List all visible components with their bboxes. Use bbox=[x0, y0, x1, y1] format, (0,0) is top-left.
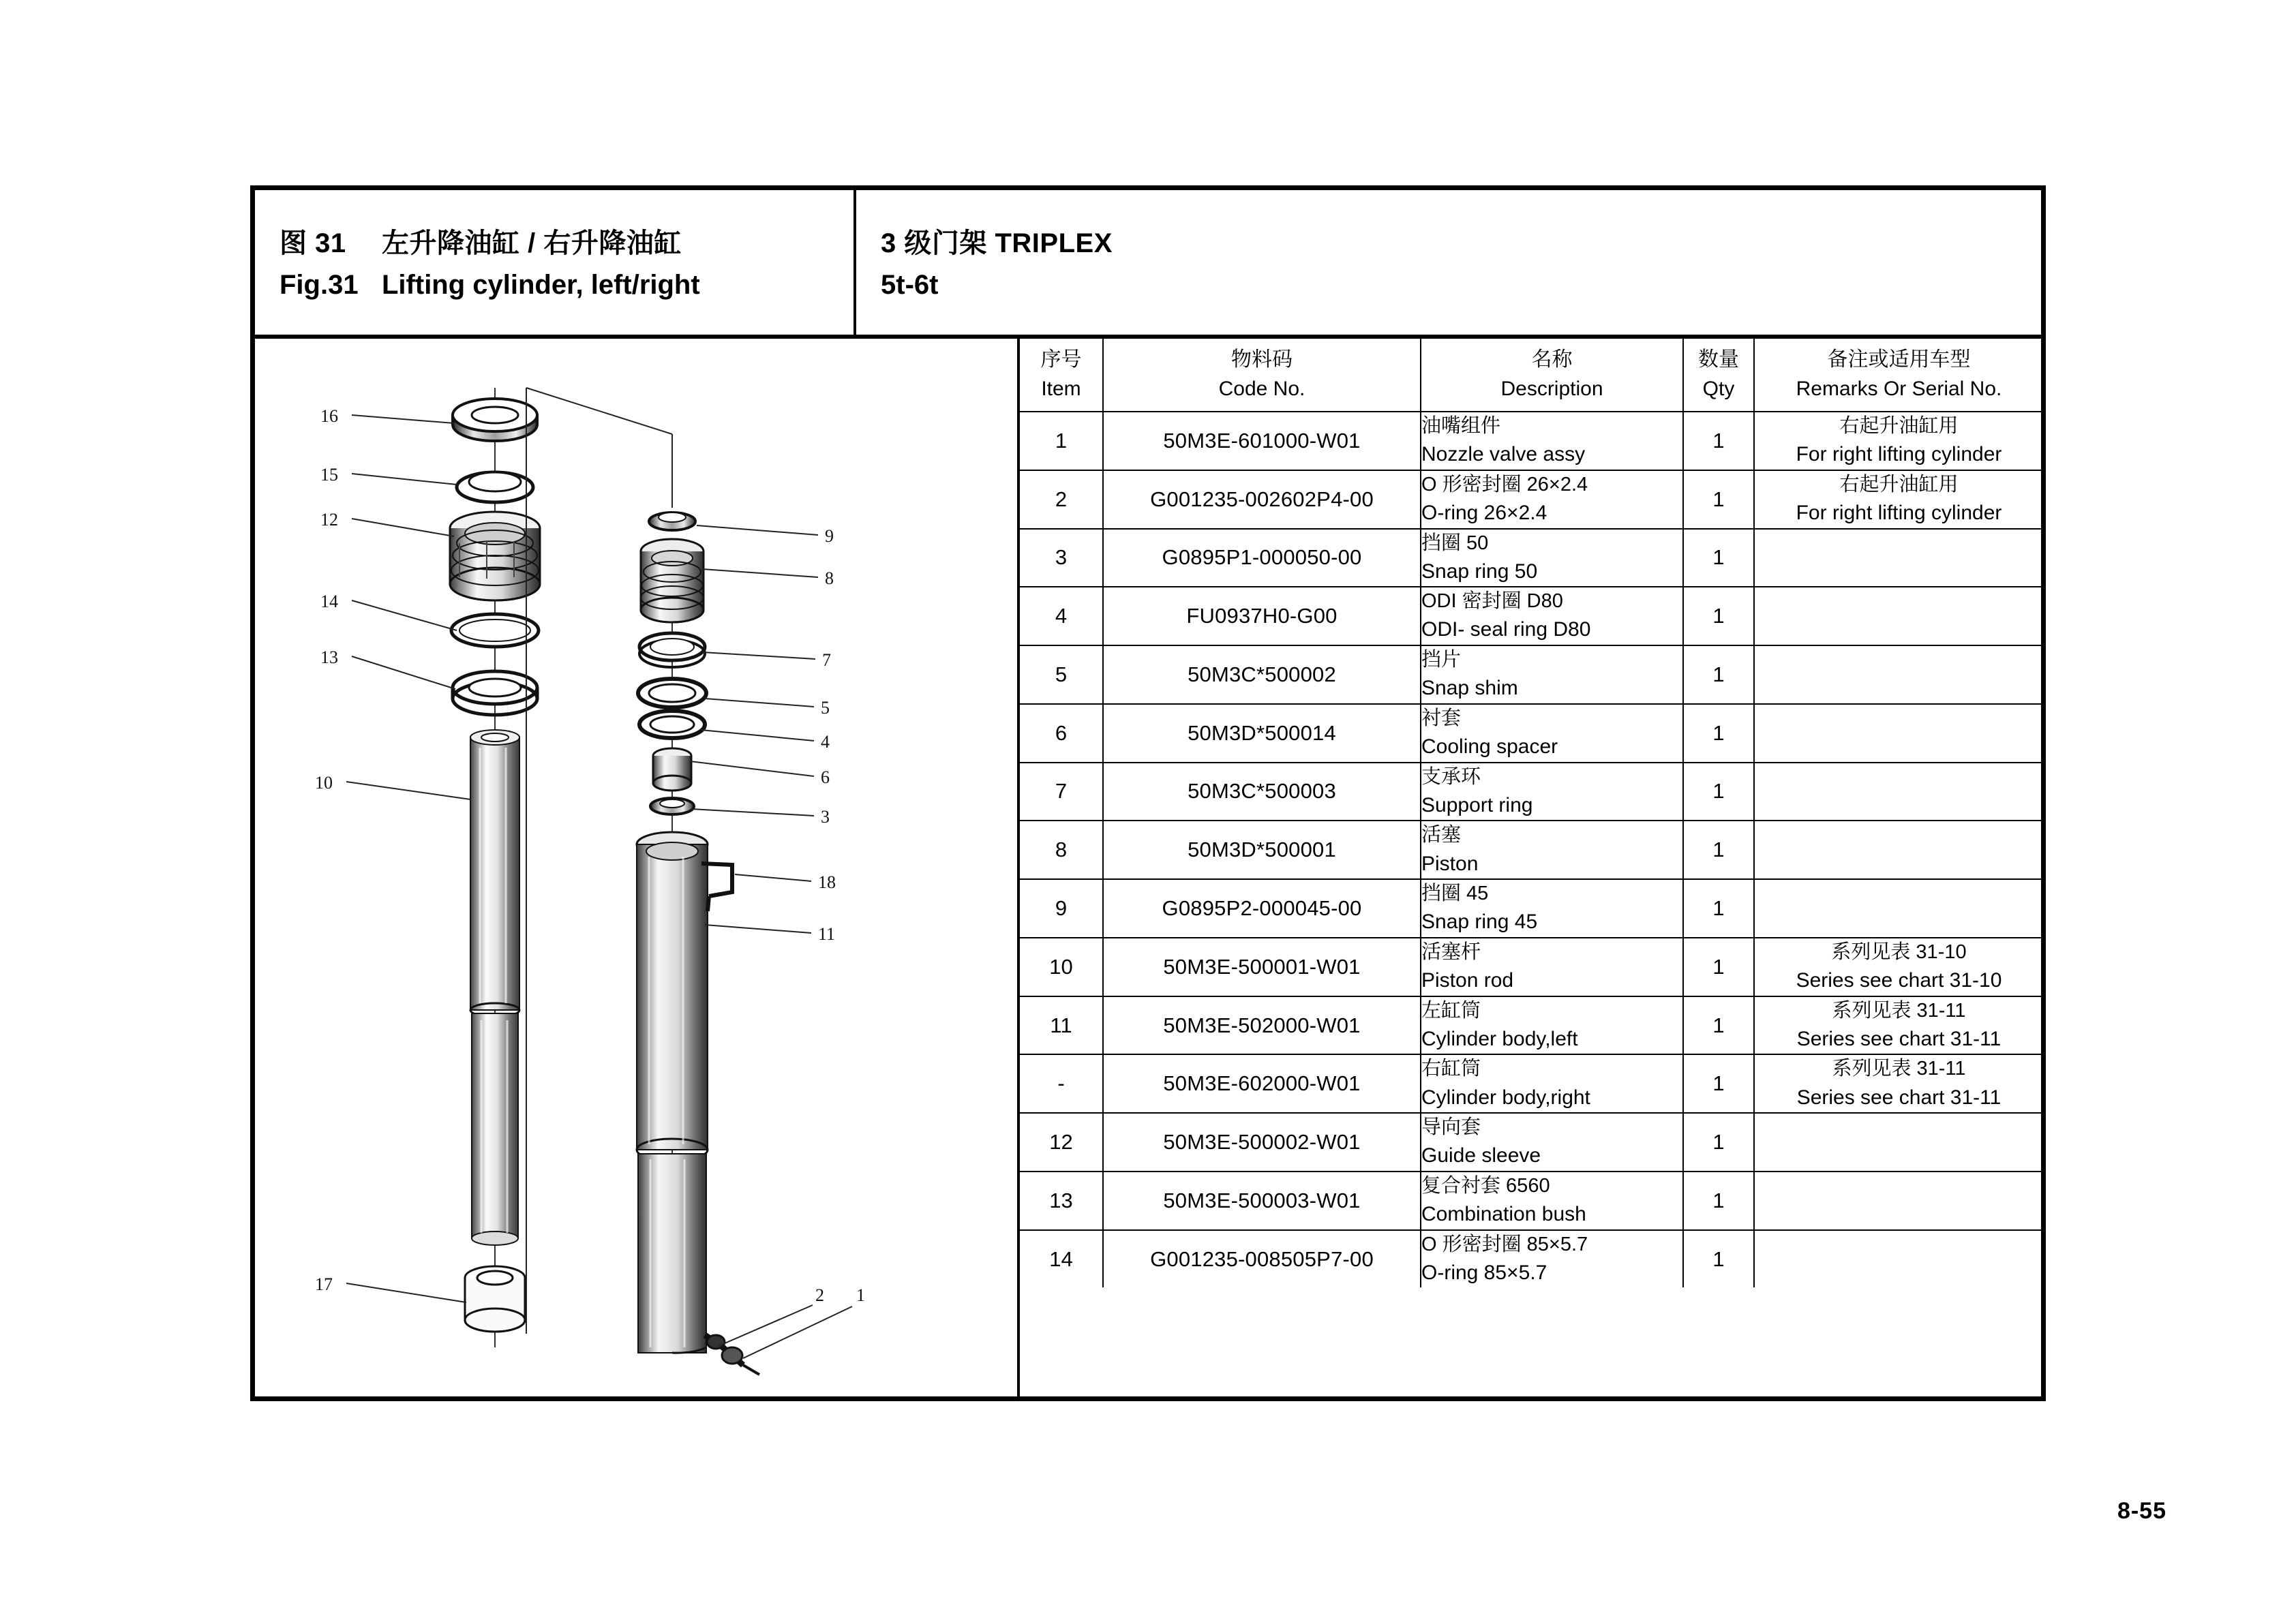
remark-en: For right lifting cylinder bbox=[1796, 501, 2002, 524]
part-7-support-ring bbox=[639, 633, 705, 667]
cell-qty bbox=[1683, 645, 1754, 704]
cell-qty bbox=[1683, 1230, 1754, 1288]
description-en: O-ring 85×5.7 bbox=[1421, 1261, 1547, 1284]
column-header-code-en: Code No. bbox=[1218, 378, 1305, 400]
description-en: Cylinder body,left bbox=[1421, 1027, 1578, 1050]
part-11-cylinder-body bbox=[637, 832, 708, 1353]
code-number: 50M3E-602000-W01 bbox=[1163, 1071, 1361, 1096]
callout-10: 10 bbox=[315, 773, 333, 793]
code-number: 50M3E-601000-W01 bbox=[1163, 428, 1361, 453]
callout-11: 11 bbox=[818, 924, 836, 944]
cell-code bbox=[1103, 645, 1421, 704]
column-header-qty-cn: 数量 bbox=[1698, 348, 1739, 371]
item-number: 8 bbox=[1055, 838, 1068, 862]
cell-code bbox=[1103, 879, 1421, 938]
qty-value: 1 bbox=[1712, 1246, 1725, 1271]
code-number: 50M3E-500003-W01 bbox=[1163, 1188, 1361, 1212]
description-cn: 左缸筒 bbox=[1421, 999, 1481, 1022]
cell-description bbox=[1421, 587, 1683, 645]
cell-qty bbox=[1683, 821, 1754, 879]
column-header-item bbox=[1020, 339, 1103, 412]
description-cn: 导向套 bbox=[1421, 1116, 1481, 1139]
callout-7: 7 bbox=[822, 650, 831, 670]
page-number: 8-55 bbox=[2117, 1498, 2166, 1524]
callout-6: 6 bbox=[821, 767, 830, 787]
table-row bbox=[1020, 704, 2041, 763]
cell-remarks bbox=[1754, 1172, 2041, 1230]
cell-qty bbox=[1683, 1054, 1754, 1113]
leader-lines bbox=[346, 415, 852, 1358]
part-16-ring bbox=[453, 399, 537, 441]
cell-code bbox=[1103, 1054, 1421, 1113]
table-row bbox=[1020, 412, 2041, 470]
figure-title-cn: 左升降油缸 / 右升降油缸 bbox=[382, 228, 682, 258]
callout-labels bbox=[315, 406, 865, 1305]
remark-cn: 右起升油缸用 bbox=[1839, 415, 1959, 437]
item-number: 5 bbox=[1055, 662, 1068, 686]
callout-3: 3 bbox=[821, 807, 830, 827]
cell-qty bbox=[1683, 996, 1754, 1055]
table-row bbox=[1020, 938, 2041, 996]
column-header-item-cn: 序号 bbox=[1040, 348, 1082, 371]
item-number: 11 bbox=[1050, 1013, 1072, 1037]
description-cn: 右缸筒 bbox=[1421, 1058, 1481, 1080]
mast-type: 3 级门架 TRIPLEX bbox=[881, 228, 1113, 258]
cell-description bbox=[1421, 1172, 1683, 1230]
description-cn: 活塞杆 bbox=[1421, 940, 1481, 963]
code-number: 50M3E-500002-W01 bbox=[1163, 1130, 1361, 1154]
callout-18: 18 bbox=[818, 872, 836, 892]
column-header-code-cn: 物料码 bbox=[1231, 348, 1293, 371]
cell-qty bbox=[1683, 763, 1754, 821]
description-en: Piston rod bbox=[1421, 969, 1514, 992]
code-number: G001235-002602P4-00 bbox=[1150, 487, 1374, 511]
cell-remarks bbox=[1754, 763, 2041, 821]
callout-13: 13 bbox=[320, 647, 338, 667]
remark-cn: 系列见表 31-10 bbox=[1831, 940, 1967, 963]
code-number: 50M3D*500001 bbox=[1188, 838, 1336, 862]
qty-value: 1 bbox=[1712, 604, 1725, 628]
qty-value: 1 bbox=[1712, 1130, 1725, 1154]
callout-4: 4 bbox=[821, 732, 830, 752]
item-number: - bbox=[1057, 1071, 1065, 1096]
remark-cn: 系列见表 31-11 bbox=[1832, 999, 1966, 1022]
exploded-drawing-panel bbox=[255, 339, 1020, 1396]
capacity-range: 5t-6t bbox=[881, 269, 939, 300]
cell-item bbox=[1020, 470, 1103, 529]
remark-en: Series see chart 31-11 bbox=[1796, 1027, 2002, 1050]
cell-item bbox=[1020, 879, 1103, 938]
cell-item bbox=[1020, 645, 1103, 704]
cell-item bbox=[1020, 763, 1103, 821]
cell-code bbox=[1103, 470, 1421, 529]
description-cn: 支承环 bbox=[1421, 765, 1481, 788]
cell-description bbox=[1421, 470, 1683, 529]
code-number: 50M3C*500002 bbox=[1188, 662, 1336, 686]
figure-number-en: Fig.31 bbox=[280, 269, 359, 300]
cell-remarks bbox=[1754, 1113, 2041, 1172]
description-en: Cooling spacer bbox=[1421, 735, 1558, 758]
description-en: ODI- seal ring D80 bbox=[1421, 618, 1591, 641]
remark-cn: 右起升油缸用 bbox=[1839, 473, 1959, 495]
cell-remarks bbox=[1754, 821, 2041, 879]
item-number: 12 bbox=[1049, 1130, 1073, 1154]
column-header-remarks-cn: 备注或适用车型 bbox=[1827, 348, 1971, 371]
part-10-piston-rod bbox=[470, 730, 519, 1245]
cell-code bbox=[1103, 1230, 1421, 1288]
part-9-snap-ring bbox=[649, 512, 695, 530]
cell-qty bbox=[1683, 1172, 1754, 1230]
callout-5: 5 bbox=[821, 698, 830, 718]
cell-code bbox=[1103, 412, 1421, 470]
callout-2: 2 bbox=[815, 1285, 824, 1305]
description-en: Snap ring 50 bbox=[1421, 560, 1538, 583]
column-header-qty bbox=[1683, 339, 1754, 412]
description-cn: 复合衬套 6560 bbox=[1421, 1174, 1550, 1197]
cell-item bbox=[1020, 412, 1103, 470]
table-row bbox=[1020, 645, 2041, 704]
callout-16: 16 bbox=[320, 406, 338, 426]
parts-table-container bbox=[1020, 339, 2041, 1396]
qty-value: 1 bbox=[1712, 720, 1725, 745]
description-cn: 活塞 bbox=[1421, 824, 1462, 846]
qty-value: 1 bbox=[1712, 1013, 1725, 1037]
callout-8: 8 bbox=[825, 568, 834, 588]
cell-description bbox=[1421, 763, 1683, 821]
code-number: G001235-008505P7-00 bbox=[1150, 1246, 1374, 1271]
cell-item bbox=[1020, 1230, 1103, 1288]
cell-description bbox=[1421, 1054, 1683, 1113]
column-header-qty-en: Qty bbox=[1702, 378, 1735, 400]
description-en: Support ring bbox=[1421, 793, 1533, 816]
table-row bbox=[1020, 587, 2041, 645]
table-row bbox=[1020, 1230, 2041, 1288]
code-number: FU0937H0-G00 bbox=[1186, 604, 1338, 628]
part-3-snap-ring bbox=[650, 798, 694, 814]
code-number: 50M3E-500001-W01 bbox=[1163, 954, 1361, 979]
cell-qty bbox=[1683, 470, 1754, 529]
qty-value: 1 bbox=[1712, 896, 1725, 920]
cell-description bbox=[1421, 1230, 1683, 1288]
code-number: 50M3E-502000-W01 bbox=[1163, 1013, 1361, 1037]
description-en: Combination bush bbox=[1421, 1203, 1586, 1226]
item-number: 1 bbox=[1055, 428, 1068, 453]
table-row bbox=[1020, 821, 2041, 879]
cell-qty bbox=[1683, 1113, 1754, 1172]
remark-cn: 系列见表 31-11 bbox=[1832, 1058, 1966, 1080]
column-header-description-cn: 名称 bbox=[1531, 348, 1573, 371]
item-number: 10 bbox=[1049, 954, 1073, 979]
qty-value: 1 bbox=[1712, 1188, 1725, 1212]
callout-14: 14 bbox=[320, 592, 338, 611]
table-row bbox=[1020, 1172, 2041, 1230]
description-cn: O 形密封圈 85×5.7 bbox=[1421, 1233, 1588, 1255]
cell-remarks bbox=[1754, 470, 2041, 529]
item-number: 3 bbox=[1055, 545, 1068, 570]
qty-value: 1 bbox=[1712, 428, 1725, 453]
description-cn: 衬套 bbox=[1421, 707, 1462, 729]
cell-item bbox=[1020, 704, 1103, 763]
cell-item bbox=[1020, 587, 1103, 645]
cell-code bbox=[1103, 996, 1421, 1055]
item-number: 9 bbox=[1055, 896, 1068, 920]
cell-item bbox=[1020, 1054, 1103, 1113]
table-row bbox=[1020, 1054, 2041, 1113]
part-17-end-bush bbox=[465, 1266, 525, 1332]
qty-value: 1 bbox=[1712, 954, 1725, 979]
description-en: Snap shim bbox=[1421, 677, 1518, 700]
code-number: G0895P2-000045-00 bbox=[1162, 896, 1362, 920]
cell-remarks bbox=[1754, 1230, 2041, 1288]
remark-en: For right lifting cylinder bbox=[1796, 443, 2002, 466]
mast-spec-block bbox=[856, 190, 2041, 335]
cell-description bbox=[1421, 1113, 1683, 1172]
cell-item bbox=[1020, 529, 1103, 587]
exploded-assembly-drawing bbox=[255, 339, 1017, 1396]
code-number: 50M3C*500003 bbox=[1188, 779, 1336, 804]
cell-description bbox=[1421, 529, 1683, 587]
item-number: 6 bbox=[1055, 720, 1068, 745]
figure-title-block bbox=[255, 190, 856, 335]
callout-12: 12 bbox=[320, 510, 338, 530]
description-cn: ODI 密封圈 D80 bbox=[1421, 590, 1563, 613]
cell-qty bbox=[1683, 879, 1754, 938]
cell-item bbox=[1020, 1172, 1103, 1230]
column-header-description bbox=[1421, 339, 1683, 412]
cell-item bbox=[1020, 938, 1103, 996]
callout-17: 17 bbox=[315, 1274, 333, 1294]
qty-value: 1 bbox=[1712, 545, 1725, 570]
body-area bbox=[255, 339, 2041, 1396]
code-number: G0895P1-000050-00 bbox=[1162, 545, 1362, 570]
parts-table bbox=[1020, 339, 2041, 1287]
cell-code bbox=[1103, 704, 1421, 763]
cell-remarks bbox=[1754, 529, 2041, 587]
table-row bbox=[1020, 1113, 2041, 1172]
table-row bbox=[1020, 879, 2041, 938]
cell-code bbox=[1103, 938, 1421, 996]
column-header-description-en: Description bbox=[1500, 378, 1603, 400]
description-en: O-ring 26×2.4 bbox=[1421, 501, 1547, 524]
cell-code bbox=[1103, 587, 1421, 645]
cell-remarks bbox=[1754, 1054, 2041, 1113]
figure-title-chinese-line bbox=[280, 223, 854, 264]
cell-code bbox=[1103, 821, 1421, 879]
cell-item bbox=[1020, 996, 1103, 1055]
part-5-snap-shim bbox=[638, 679, 706, 707]
cell-remarks bbox=[1754, 704, 2041, 763]
table-header-row bbox=[1020, 339, 2041, 412]
item-number: 2 bbox=[1055, 487, 1068, 511]
qty-value: 1 bbox=[1712, 1071, 1725, 1096]
cell-item bbox=[1020, 1113, 1103, 1172]
callout-15: 15 bbox=[320, 465, 338, 485]
item-number: 14 bbox=[1049, 1246, 1073, 1271]
cell-description bbox=[1421, 879, 1683, 938]
table-row bbox=[1020, 996, 2041, 1055]
column-header-remarks bbox=[1754, 339, 2041, 412]
cell-description bbox=[1421, 645, 1683, 704]
figure-header bbox=[255, 190, 2041, 339]
cell-description bbox=[1421, 704, 1683, 763]
description-cn: O 形密封圈 26×2.4 bbox=[1421, 473, 1588, 495]
description-cn: 挡片 bbox=[1421, 649, 1462, 671]
cell-qty bbox=[1683, 412, 1754, 470]
part-14-oring bbox=[451, 614, 539, 647]
callout-1: 1 bbox=[856, 1285, 865, 1305]
description-en: Snap ring 45 bbox=[1421, 911, 1538, 934]
column-header-item-en: Item bbox=[1041, 378, 1081, 400]
cell-description bbox=[1421, 821, 1683, 879]
cell-qty bbox=[1683, 938, 1754, 996]
item-number: 13 bbox=[1049, 1188, 1073, 1212]
description-cn: 挡圈 50 bbox=[1421, 532, 1489, 554]
code-number: 50M3D*500014 bbox=[1188, 720, 1336, 745]
description-cn: 油嘴组件 bbox=[1421, 415, 1501, 437]
cell-code bbox=[1103, 529, 1421, 587]
description-cn: 挡圈 45 bbox=[1421, 883, 1489, 905]
part-6-cooling-spacer bbox=[653, 748, 691, 791]
qty-value: 1 bbox=[1712, 838, 1725, 862]
item-number: 7 bbox=[1055, 779, 1068, 804]
description-en: Guide sleeve bbox=[1421, 1144, 1541, 1167]
callout-9: 9 bbox=[825, 526, 834, 546]
qty-value: 1 bbox=[1712, 779, 1725, 804]
cell-code bbox=[1103, 763, 1421, 821]
table-row bbox=[1020, 529, 2041, 587]
column-header-code bbox=[1103, 339, 1421, 412]
table-row bbox=[1020, 763, 2041, 821]
figure-title-english-line bbox=[280, 264, 854, 306]
figure-title-en: Lifting cylinder, left/right bbox=[382, 269, 700, 300]
remark-en: Series see chart 31-10 bbox=[1796, 969, 2002, 992]
page-frame bbox=[250, 185, 2046, 1401]
cell-remarks bbox=[1754, 645, 2041, 704]
description-en: Piston bbox=[1421, 852, 1479, 875]
cell-description bbox=[1421, 412, 1683, 470]
cell-code bbox=[1103, 1113, 1421, 1172]
cell-qty bbox=[1683, 587, 1754, 645]
qty-value: 1 bbox=[1712, 662, 1725, 686]
cell-qty bbox=[1683, 704, 1754, 763]
cell-remarks bbox=[1754, 412, 2041, 470]
cell-item bbox=[1020, 821, 1103, 879]
cell-description bbox=[1421, 938, 1683, 996]
cell-remarks bbox=[1754, 879, 2041, 938]
item-number: 4 bbox=[1055, 604, 1068, 628]
part-8-piston bbox=[641, 539, 704, 622]
table-row bbox=[1020, 470, 2041, 529]
cell-remarks bbox=[1754, 587, 2041, 645]
part-15-ring bbox=[457, 472, 533, 502]
figure-number-cn: 图 31 bbox=[280, 228, 346, 258]
remark-en: Series see chart 31-11 bbox=[1796, 1086, 2002, 1109]
description-en: Nozzle valve assy bbox=[1421, 443, 1586, 466]
part-4-seal-ring bbox=[639, 711, 705, 738]
cell-qty bbox=[1683, 529, 1754, 587]
cell-remarks bbox=[1754, 938, 2041, 996]
cell-remarks bbox=[1754, 996, 2041, 1055]
column-header-remarks-en: Remarks Or Serial No. bbox=[1796, 378, 2002, 400]
qty-value: 1 bbox=[1712, 487, 1725, 511]
cell-description bbox=[1421, 996, 1683, 1055]
cell-code bbox=[1103, 1172, 1421, 1230]
description-en: Cylinder body,right bbox=[1421, 1086, 1590, 1109]
